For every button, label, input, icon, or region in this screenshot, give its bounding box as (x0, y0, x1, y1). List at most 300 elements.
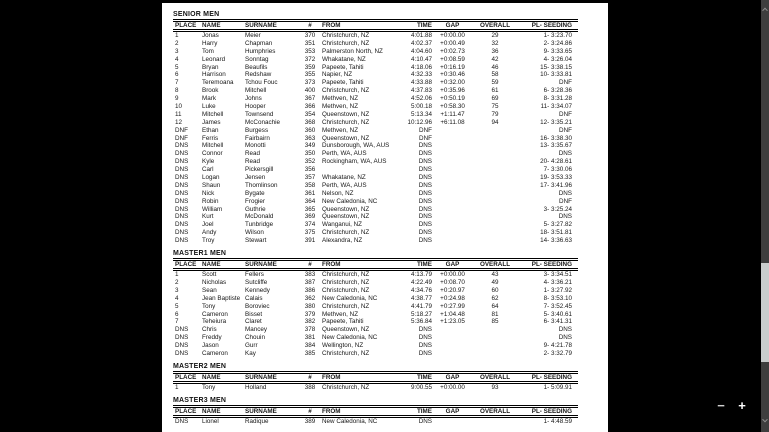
cell-gap: +0:30.46 (440, 71, 465, 79)
cell-from: Christchurch, NZ (322, 32, 370, 39)
cell-gap (435, 135, 470, 143)
cell-name: Shaun (202, 181, 221, 189)
cell-time: 4:37.83 (410, 87, 432, 95)
cell-seeding: 3- 3:25.24 (543, 205, 572, 213)
zoom-in-button[interactable]: + (738, 398, 746, 413)
table-row (173, 40, 578, 48)
column-header-time: TIME (416, 407, 432, 415)
cell-time: 4:34.76 (410, 286, 432, 294)
cell-surname: Fairbairn (245, 134, 270, 142)
cell-time: DNS (418, 189, 432, 197)
cell-time: 5:18.27 (410, 310, 432, 318)
cell-gap (435, 150, 470, 158)
cell-gap (435, 350, 470, 358)
cell-from (320, 166, 405, 174)
cell-time: 4:04.60 (410, 47, 432, 55)
cell-place: DNS (175, 417, 189, 425)
cell-number: 355 (304, 71, 316, 79)
cell-place: 5 (175, 302, 179, 310)
cell-time: DNS (418, 237, 432, 245)
cell-gap (435, 182, 470, 190)
cell-seeding: 8- 3:53.10 (543, 294, 572, 302)
results-table (173, 405, 578, 426)
cell-from: Queenstown, NZ (322, 326, 370, 334)
cell-place: 1 (175, 383, 179, 391)
cell-seeding: 1- 3:27.92 (543, 286, 572, 294)
column-header-number: # (308, 22, 312, 29)
column-header-gap: GAP (445, 261, 460, 269)
cell-overall (470, 334, 520, 342)
cell-overall: 61 (491, 87, 499, 95)
cell-number: 375 (304, 229, 316, 237)
table-row (173, 135, 578, 143)
results-section (173, 397, 608, 426)
cell-place: 3 (175, 47, 179, 55)
cell-seeding: 12- 3:35.21 (540, 118, 572, 126)
cell-overall: 75 (491, 103, 499, 111)
cell-seeding: DNS (558, 326, 572, 334)
cell-time: DNF (419, 134, 432, 142)
cell-number: 362 (304, 294, 316, 302)
cell-number: 382 (304, 318, 316, 326)
cell-name: Kurt (202, 213, 214, 221)
cell-seeding: DNS (558, 213, 572, 221)
cell-place: DNS (175, 221, 189, 229)
scrollbar-down-arrow-icon[interactable] (763, 419, 768, 424)
cell-number: 368 (304, 118, 316, 126)
cell-surname: Fellers (245, 271, 264, 279)
cell-time: DNS (418, 166, 432, 174)
cell-surname: Wilson (245, 229, 264, 237)
cell-number: 373 (304, 79, 316, 87)
column-header-from: FROM (322, 407, 341, 415)
table-row (173, 213, 578, 221)
scrollbar-up-arrow-icon[interactable] (763, 7, 768, 12)
results-section (173, 250, 608, 358)
table-row (173, 182, 578, 190)
cell-from: New Caledonia, NC (322, 294, 378, 302)
table-row (173, 64, 578, 72)
cell-surname: Tchou Fouc (245, 79, 278, 87)
cell-number: 379 (304, 310, 316, 318)
column-header-name: NAME (202, 407, 221, 415)
cell-overall (470, 221, 520, 229)
cell-place: DNS (175, 142, 189, 150)
table-row (173, 221, 578, 229)
cell-from: Christchurch, NZ (322, 383, 370, 391)
cell-gap (435, 127, 470, 135)
table-row (173, 56, 578, 64)
cell-name: Logan (202, 174, 220, 182)
cell-surname: Sutcliffe (245, 278, 268, 286)
cell-name: Tony (202, 383, 216, 391)
cell-overall: 29 (491, 32, 499, 39)
cell-number: 370 (304, 32, 316, 39)
column-header-overall: OVERALL (479, 261, 511, 269)
cell-seeding: DNF (559, 197, 572, 205)
cell-gap: +1:04.48 (440, 310, 465, 318)
cell-number: 381 (304, 334, 316, 342)
cell-surname: Read (245, 158, 261, 166)
cell-time: DNS (418, 205, 432, 213)
cell-place: 9 (175, 95, 179, 103)
column-header-place: PLACE (175, 407, 197, 415)
cell-name: Ferris (202, 134, 219, 142)
table-row (173, 237, 578, 245)
cell-number: 351 (304, 39, 316, 47)
cell-time: DNS (418, 342, 432, 350)
column-header-gap: GAP (445, 407, 460, 415)
cell-place: DNS (175, 237, 189, 245)
column-header-from: FROM (322, 373, 341, 381)
cell-gap (435, 198, 470, 206)
cell-overall (470, 342, 520, 350)
cell-time: 10:12.96 (407, 118, 432, 126)
cell-surname: Tunbridge (245, 221, 274, 229)
cell-time: 4:52.06 (410, 95, 432, 103)
table-row (173, 342, 578, 350)
cell-seeding: 1- 3:23.70 (543, 32, 572, 39)
cell-name: Freddy (202, 334, 222, 342)
cell-time: DNS (418, 150, 432, 158)
cell-number: 357 (304, 174, 316, 182)
cell-from: Nelson, NZ (322, 189, 354, 197)
cell-number: 364 (304, 197, 316, 205)
cell-name: Brook (202, 87, 219, 95)
cell-seeding: 13- 3:35.67 (540, 142, 572, 150)
cell-surname: Bygate (245, 189, 265, 197)
table-row (173, 166, 578, 174)
cell-overall: 69 (491, 95, 499, 103)
table-header-row (173, 405, 578, 418)
table-row (173, 142, 578, 150)
cell-place: DNS (175, 205, 189, 213)
results-table (173, 19, 578, 245)
cell-overall (470, 158, 520, 166)
table-row (173, 71, 578, 79)
cell-gap (435, 174, 470, 182)
cell-gap: +0:02.73 (440, 47, 465, 55)
cell-seeding: 1- 5:09.91 (543, 383, 572, 391)
cell-number: 391 (304, 237, 316, 245)
cell-from: Christchurch, NZ (322, 302, 370, 310)
cell-place: 4 (175, 55, 179, 63)
cell-overall: 46 (491, 63, 499, 71)
cell-overall (470, 229, 520, 237)
cell-place: DNS (175, 326, 189, 334)
cell-gap: +0:08.70 (440, 278, 465, 286)
cell-from: Queenstown, NZ (322, 110, 370, 118)
cell-time: 5:36.84 (410, 318, 432, 326)
cell-place: DNF (175, 134, 188, 142)
section-title: MASTER2 MEN (173, 362, 227, 370)
cell-time: 4:33.88 (410, 79, 432, 87)
table-row (173, 311, 578, 319)
cell-number: 366 (304, 103, 316, 111)
table-header-row (173, 371, 578, 384)
table-row (173, 350, 578, 358)
cell-gap: +0:16.19 (440, 63, 465, 71)
cell-seeding: 20- 4:28.61 (540, 158, 572, 166)
column-header-from: FROM (322, 261, 341, 269)
cell-number: 388 (304, 383, 316, 391)
cell-seeding: 9- 4:21.78 (543, 342, 572, 350)
cell-place: DNS (175, 150, 189, 158)
cell-gap (435, 190, 470, 198)
cell-gap (435, 418, 470, 426)
cell-number: 372 (304, 55, 316, 63)
cell-surname: Pickersgill (245, 166, 274, 174)
cell-time: 5:00.18 (410, 103, 432, 111)
table-row (173, 119, 578, 127)
cell-seeding: 16- 3:38.30 (540, 134, 572, 142)
cell-surname: Mitchell (245, 87, 267, 95)
cell-surname: Guthrie (245, 205, 266, 213)
cell-number: 387 (304, 278, 316, 286)
cell-seeding: 19- 3:53.33 (540, 174, 572, 182)
cell-place: DNS (175, 342, 189, 350)
column-header-place: PLACE (175, 261, 197, 269)
cell-name: Connor (202, 150, 223, 158)
cell-number: 369 (304, 213, 316, 221)
cell-time: DNS (418, 158, 432, 166)
cell-surname: Beaufils (245, 63, 268, 71)
cell-from: Palmerston North, NZ (322, 47, 383, 55)
table-row (173, 32, 578, 40)
cell-overall: 49 (491, 278, 499, 286)
cell-surname: Thomlinson (245, 181, 278, 189)
cell-place: DNS (175, 166, 189, 174)
cell-gap: +0:20.97 (440, 286, 465, 294)
cell-time: 4:41.79 (410, 302, 432, 310)
cell-gap (435, 221, 470, 229)
cell-seeding: 5- 3:40.61 (543, 310, 572, 318)
cell-number: 374 (304, 221, 316, 229)
column-header-surname: SURNAME (245, 22, 277, 29)
cell-surname: Jensen (245, 174, 266, 182)
column-header-place: PLACE (175, 22, 197, 29)
cell-place: DNS (175, 197, 189, 205)
cell-gap: +0:00.00 (440, 271, 465, 279)
cell-gap: +0:35.96 (440, 87, 465, 95)
cell-surname: Calais (245, 294, 263, 302)
cell-overall (470, 174, 520, 182)
column-header-time: TIME (416, 22, 432, 29)
cell-name: Scott (202, 271, 217, 279)
cell-gap: +1:23.05 (440, 318, 465, 326)
cell-from: New Caledonia, NC (322, 197, 378, 205)
cell-from: Methven, NZ (322, 95, 359, 103)
cell-seeding: DNF (559, 126, 572, 134)
cell-surname: Humphries (245, 47, 276, 55)
cell-name: William (202, 205, 223, 213)
column-header-number: # (308, 373, 312, 381)
cell-seeding: 4- 3:36.21 (543, 278, 572, 286)
cell-from: Queenstown, NZ (322, 205, 370, 213)
cell-number: 365 (304, 205, 316, 213)
cell-gap (435, 206, 470, 214)
cell-seeding: 15- 3:38.15 (540, 63, 572, 71)
cell-surname: McDonald (245, 213, 274, 221)
cell-gap: +6:11.08 (440, 118, 465, 126)
cell-name: Chris (202, 326, 217, 334)
cell-from: Christchurch, NZ (322, 118, 370, 126)
table-header-row (173, 19, 578, 32)
cell-name: Harry (202, 39, 218, 47)
table-row (173, 111, 578, 119)
cell-time: DNS (418, 142, 432, 150)
cell-number: 384 (304, 342, 316, 350)
cell-name: Sean (202, 286, 217, 294)
cell-name: Robin (202, 197, 219, 205)
cell-from: Perth, WA, AUS (322, 150, 367, 158)
cell-surname: Boroviec (245, 302, 270, 310)
cell-gap: +0:50.19 (440, 95, 465, 103)
column-header-place: PLACE (175, 373, 197, 381)
cell-name: Leonard (202, 55, 226, 63)
cell-place: 5 (175, 63, 179, 71)
cell-number: 349 (304, 142, 316, 150)
cell-from: New Caledonia, NC (322, 334, 378, 342)
cell-place: DNS (175, 181, 189, 189)
cell-number: 361 (304, 189, 316, 197)
cell-overall (470, 135, 520, 143)
column-header-overall: OVERALL (479, 373, 511, 381)
cell-overall: 62 (491, 294, 499, 302)
column-header-overall: OVERALL (479, 407, 511, 415)
cell-gap (435, 229, 470, 237)
column-header-gap: GAP (445, 373, 460, 381)
cell-time: 5:13.34 (410, 110, 432, 118)
scrollbar-thumb[interactable] (761, 263, 769, 362)
cell-name: Jonas (202, 32, 219, 39)
cell-seeding: 7- 3:30.06 (543, 166, 572, 174)
column-header-number: # (308, 407, 312, 415)
cell-gap (435, 166, 470, 174)
cell-seeding: DNS (558, 150, 572, 158)
cell-seeding: DNF (559, 110, 572, 118)
cell-time: DNS (418, 181, 432, 189)
cell-surname: Frogier (245, 197, 265, 205)
cell-name: Bryan (202, 63, 219, 71)
cell-time: 4:10.47 (410, 55, 432, 63)
cell-from: Christchurch, NZ (322, 39, 370, 47)
table-row (173, 79, 578, 87)
cell-name: Cameron (202, 349, 228, 357)
cell-name: Luke (202, 103, 216, 111)
cell-overall (470, 237, 520, 245)
cell-time: DNS (418, 221, 432, 229)
cell-seeding: 18- 3:51.81 (540, 229, 572, 237)
cell-name: Tony (202, 302, 216, 310)
section-title: MASTER3 MEN (173, 396, 227, 404)
cell-surname: Meier (245, 32, 261, 39)
zoom-out-button[interactable]: − (717, 398, 725, 413)
cell-time: 4:32.33 (410, 71, 432, 79)
cell-name: Carl (202, 166, 214, 174)
cell-place: DNS (175, 189, 189, 197)
table-row (173, 95, 578, 103)
table-row (173, 229, 578, 237)
cell-seeding: 17- 3:41.96 (540, 181, 572, 189)
document-sections (173, 11, 608, 426)
cell-surname: Hooper (245, 103, 266, 111)
table-row (173, 206, 578, 214)
table-row (173, 334, 578, 342)
scrollbar[interactable] (761, 0, 769, 432)
cell-seeding: 10- 3:33.81 (540, 71, 572, 79)
cell-from: Rockingham, WA, AUS (322, 158, 387, 166)
cell-seeding: 2- 3:32.79 (543, 349, 572, 357)
table-row (173, 418, 578, 426)
cell-name: Nick (202, 189, 215, 197)
cell-name: Andy (202, 229, 217, 237)
cell-from: Papeete, Tahiti (322, 63, 364, 71)
table-row (173, 87, 578, 95)
cell-place: DNF (175, 126, 188, 134)
cell-seeding: 3- 3:34.51 (543, 271, 572, 279)
cell-surname: Burgess (245, 126, 269, 134)
cell-gap (435, 342, 470, 350)
cell-surname: Stewart (245, 237, 267, 245)
cell-time: DNS (418, 229, 432, 237)
cell-gap (435, 142, 470, 150)
cell-surname: Sonntag (245, 55, 269, 63)
cell-overall (470, 166, 520, 174)
cell-overall (470, 350, 520, 358)
cell-place: DNS (175, 158, 189, 166)
document-page (162, 3, 608, 432)
cell-overall (470, 142, 520, 150)
cell-surname: Kay (245, 349, 256, 357)
cell-place: 6 (175, 310, 179, 318)
cell-name: Tom (202, 47, 214, 55)
cell-from: Christchurch, NZ (322, 229, 370, 237)
cell-overall (470, 190, 520, 198)
cell-number: 378 (304, 326, 316, 334)
cell-number: 356 (304, 166, 316, 174)
cell-name: Cameron (202, 310, 228, 318)
cell-gap (435, 213, 470, 221)
cell-gap: +0:24.98 (440, 294, 465, 302)
cell-from: Christchurch, NZ (322, 349, 370, 357)
table-row (173, 127, 578, 135)
cell-place: 7 (175, 79, 179, 87)
results-section (173, 11, 608, 245)
cell-name: Teremoana (202, 79, 234, 87)
cell-time: 4:01.88 (410, 32, 432, 39)
cell-from: Papeete, Tahiti (322, 79, 364, 87)
cell-number: 383 (304, 271, 316, 279)
table-row (173, 103, 578, 111)
cell-overall: 60 (491, 286, 499, 294)
cell-surname: Chouin (245, 334, 265, 342)
cell-surname: Kennedy (245, 286, 270, 294)
cell-number: 352 (304, 158, 316, 166)
cell-name: Nicholas (202, 278, 227, 286)
cell-surname: Gurr (245, 342, 258, 350)
cell-seeding: 14- 3:36.63 (540, 237, 572, 245)
cell-seeding: 2- 3:24.86 (543, 39, 572, 47)
column-header-time: TIME (416, 261, 432, 269)
cell-overall (470, 127, 520, 135)
column-header-time: TIME (416, 373, 432, 381)
cell-seeding: DNS (558, 189, 572, 197)
cell-from: Napier, NZ (322, 71, 353, 79)
cell-overall (470, 198, 520, 206)
cell-seeding: 9- 3:33.65 (543, 47, 572, 55)
cell-seeding: 6- 3:41.31 (543, 318, 572, 326)
